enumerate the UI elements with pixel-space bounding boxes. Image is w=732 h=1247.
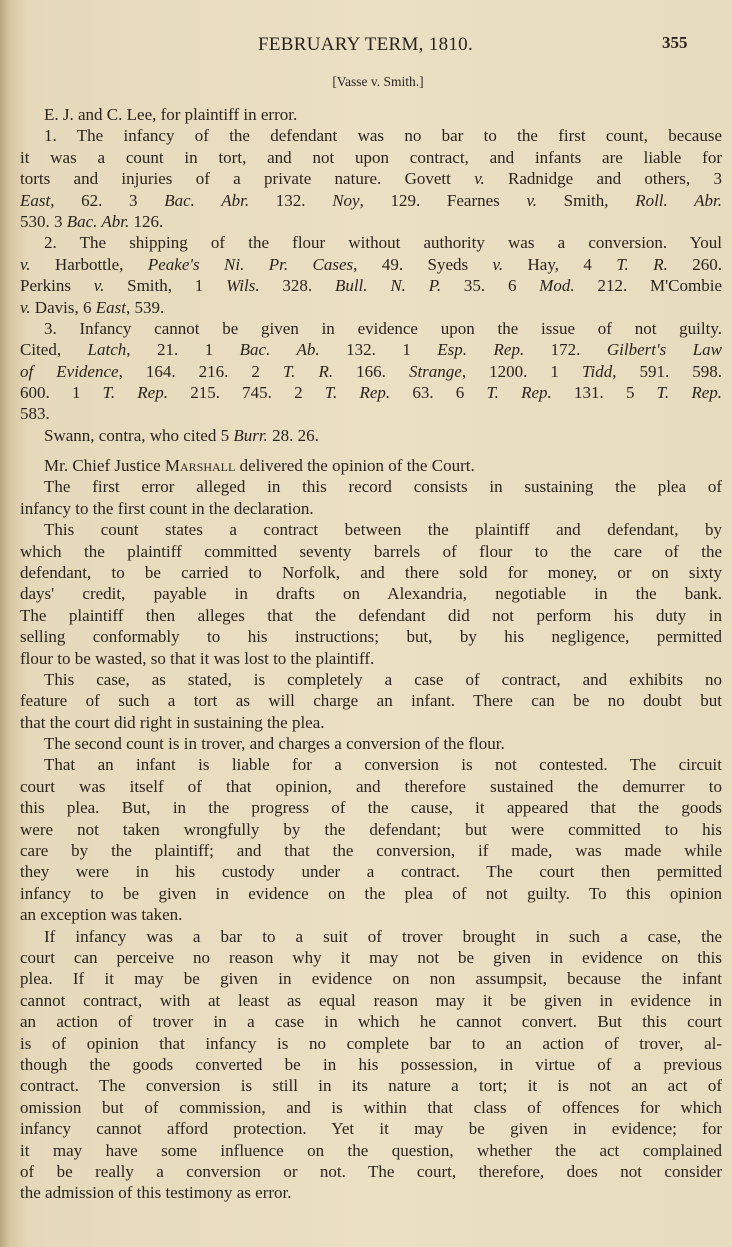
text-run: Hay, 4 [503,254,617,274]
opinion-line [20,861,722,882]
text-run: Radnidge and others, 3 [484,169,722,189]
notes-line [20,232,722,253]
text-run: court was itself of that opinion, and therefore sustained the demurrer to [20,776,722,796]
notes-line [20,403,722,424]
citation-italic: v. [474,169,485,189]
text-run: , 49. Syeds [353,254,493,274]
page-header [0,34,732,60]
notes-line [20,425,722,446]
text-run: infancy cannot afford protection. Yet it may be given in evidence; for [20,1119,722,1139]
opinion-line [20,797,722,818]
text-run: the admission of this testimony as error. [20,1183,292,1203]
text-run: infancy to be given in evidence on the plea of not guilty. To this opinion [20,883,722,903]
citation-italic: East [20,190,51,210]
text-run: , 539. [125,297,165,317]
text-run: 583. [20,404,50,424]
text-run: 35. 6 [441,276,540,296]
text-run: Cited, [20,340,88,360]
text-run: Swann, contra, who cited 5 [44,425,234,445]
citation-italic: v. [526,190,537,210]
opinion-line [20,733,722,754]
citation-italic: v. [20,297,31,317]
text-run: , 62. 3 [50,190,165,210]
text-run: plea. If it may be given in evidence on non assumpsit, because the infant [20,969,722,989]
text-run: , 129. Fearnes [359,190,527,210]
text-run: 215. 745. 2 [167,383,325,403]
text-run: cannot contract, with at least as equal reason may it be given in evidence in [20,990,722,1010]
opinion-line [20,1097,722,1118]
opinion-line [20,1161,722,1182]
opinion-line [20,605,722,626]
notes-line [20,190,722,211]
citation-italic: of Evidence [20,361,119,381]
text-run: delivered the opinion of the Court. [235,456,475,475]
citation-italic: Wils. [226,276,260,296]
text-run: an action of trover in a case in which he cannot convert. But this court [20,1012,722,1032]
opinion-line [20,583,722,604]
text-run: 3. Infancy cannot be given in evidence upon the issue of not guilty. [44,318,722,338]
text-run: Davis, 6 [30,297,96,317]
opinion-line [20,1033,722,1054]
opinion-line [20,476,722,497]
citation-italic: v. [93,276,105,296]
text-run: , 1200. 1 [461,361,582,381]
citation-italic: T. Rep. [656,383,722,403]
citation-italic: v. [492,254,504,274]
notes-line [20,125,722,146]
text-run: This case, as stated, is completely a case of contract, and exhibits no [44,669,722,689]
notes-line [20,382,722,403]
opinion-line [20,819,722,840]
page-number: 355 [662,33,688,52]
notes-line [20,318,722,339]
text-run: 600. 1 [20,383,103,403]
opinion-line [20,648,722,669]
opinion-line [20,754,722,775]
opinion-line [20,712,722,733]
opinion-line [20,541,722,562]
citation-italic: Mod. [539,276,575,296]
text-run: this plea. But, in the progress of the cause, it appeared that the goods [20,798,722,818]
opinion-line [20,968,722,989]
notes-line [20,297,722,318]
text-run: The first error alleged in this record consists in sustaining the plea of [44,477,722,497]
opinion-line [20,626,722,647]
text-run: Smith, 1 [104,276,227,296]
text-run: 1. The infancy of the defendant was no bar to the first count, because [44,126,722,146]
counsel-notes [20,104,722,446]
text-run: is of opinion that infancy is no complete bar to an action of trover, al- [20,1033,722,1053]
citation-italic: T. Rep. [486,383,552,403]
text-run: 260. [667,254,722,274]
text-run: 132. [249,190,333,210]
citation-italic: Burr. [233,425,268,445]
text-run: contract. The conversion is still in its nature a tort; it is not an act of [20,1076,722,1096]
notes-line [20,361,722,382]
case-caption: [Vasse v. Smith.] [332,74,424,89]
citation-italic: Gilbert's Law [606,340,723,360]
citation-italic: v. [20,254,31,274]
running-title: FEBRUARY TERM, 1810. [258,34,474,55]
citation-italic: T. Rep. [102,383,168,403]
opinion-line [20,904,722,925]
opinion-line [20,1140,722,1161]
opinion-line [20,1011,722,1032]
text-run: , 21. 1 [126,340,240,360]
notes-line [20,339,722,360]
text-run: 530. 3 [20,211,67,231]
text-run: omission but of commission, and is within that class of offences for which [20,1097,722,1117]
text-run: The plaintiff then alleges that the defendant did not perform his duty in [20,605,722,625]
citation-italic: Latch [87,340,127,360]
opinion-line [20,883,722,904]
text-run: torts and injuries of a private nature. Govett [20,169,475,189]
opinion-line [20,690,722,711]
text-run: 328. [259,276,335,296]
citation-italic: T. R. [616,254,668,274]
opinion-line [20,562,722,583]
opinion-line [20,455,722,476]
notes-line [20,168,722,189]
notes-line [20,147,722,168]
opinion-line [20,990,722,1011]
opinion-line [20,498,722,519]
citation-italic: Tidd [581,361,613,381]
text-run: feature of such a tort as will charge an infant. There can be no doubt but [20,691,722,711]
opinion-line [20,1182,722,1203]
text-run: of be really a conversion or not. The court, therefore, does not consider [20,1161,722,1181]
text-run: Mr. Chief Justice [44,456,165,475]
text-run: days' credit, payable in drafts on Alexandria, negotiable in the bank. [20,584,722,604]
text-run: , 164. 216. 2 [118,361,283,381]
text-run: selling conformably to his instructions; but, by his negligence, permitted [20,627,722,647]
citation-italic: Bac. Abr. [164,190,250,210]
citation-italic: Bull. N. P. [334,276,442,296]
text-run: 166. [333,361,409,381]
text-run: 63. 6 [390,383,487,403]
citation-italic: T. Rep. [324,383,391,403]
text-run: were not taken wrongfully by the defendant; but were committed to his [20,819,722,839]
text-run: Harbottle, [30,254,148,274]
text-run: that the court did right in sustaining the plea. [20,712,325,732]
citation-italic: Strange [408,361,462,381]
text-run: an exception was taken. [20,905,183,925]
notes-line [20,211,722,232]
citation-italic: East [95,297,126,317]
text-run: infancy to the first count in the declaration. [20,498,314,518]
small-caps-name: Marshall [164,456,236,475]
text-run: The second count is in trover, and charges a conversion of the flour. [44,734,505,754]
text-run: 126. [129,211,164,231]
text-run: it may have some influence on the question, whether the act complained [20,1140,722,1160]
text-run: That an infant is liable for a conversion is not contested. The circuit [44,755,722,775]
text-run: which the plaintiff committed seventy barrels of flour to the care of the [20,541,722,561]
opinion-line [20,519,722,540]
citation-italic: Peake's Ni. Pr. Cases [147,254,354,274]
citation-italic: Esp. Rep. [437,340,525,360]
text-run: E. J. and C. Lee, for plaintiff in error. [44,105,298,124]
text-run: court can perceive no reason why it may not be given in evidence on this [20,947,722,967]
opinion-line [20,669,722,690]
text-run: defendant, to be carried to Norfolk, and there sold for money, or on sixty [20,562,722,582]
text-run: 212. M'Combie [574,276,723,296]
opinion-line [20,840,722,861]
text-run: though the goods converted be in his possession, in virtue of a previous [20,1054,722,1074]
citation-italic: Roll. Abr. [635,190,723,210]
citation-italic: Noy [332,190,360,210]
citation-italic: T. R. [282,361,334,381]
text-run: flour to be wasted, so that it was lost to the plaintiff. [20,648,375,668]
opinion-line [20,1118,722,1139]
text-run: 28. 26. [267,425,319,445]
opinion-line [20,1075,722,1096]
court-opinion [20,455,722,1204]
text-run: care by the plaintiff; and that the conversion, if made, was made while [20,841,722,861]
text-run: If infancy was a bar to a suit of trover brought in such a case, the [44,926,722,946]
citation-italic: Bac. Ab. [239,340,320,360]
text-run: Perkins [20,276,94,296]
text-run: 172. [524,340,607,360]
opinion-line [20,1054,722,1075]
text-run: 131. 5 [551,383,657,403]
notes-line [20,275,722,296]
opinion-line [20,926,722,947]
text-run: Smith, [537,190,636,210]
notes-line [20,104,722,125]
text-run: it was a count in tort, and not upon contract, and infants are liable for [20,147,722,167]
text-run: This count states a contract between the plaintiff and defendant, by [44,520,722,540]
text-run: 132. 1 [319,340,438,360]
text-run: , 591. 598. [612,361,723,381]
text-run: they were in his custody under a contract. The court then permitted [20,862,722,882]
notes-line [20,254,722,275]
opinion-line [20,947,722,968]
opinion-line [20,776,722,797]
citation-italic: Bac. Abr. [66,211,130,231]
text-run: 2. The shipping of the flour without authority was a conversion. Youl [44,233,722,253]
